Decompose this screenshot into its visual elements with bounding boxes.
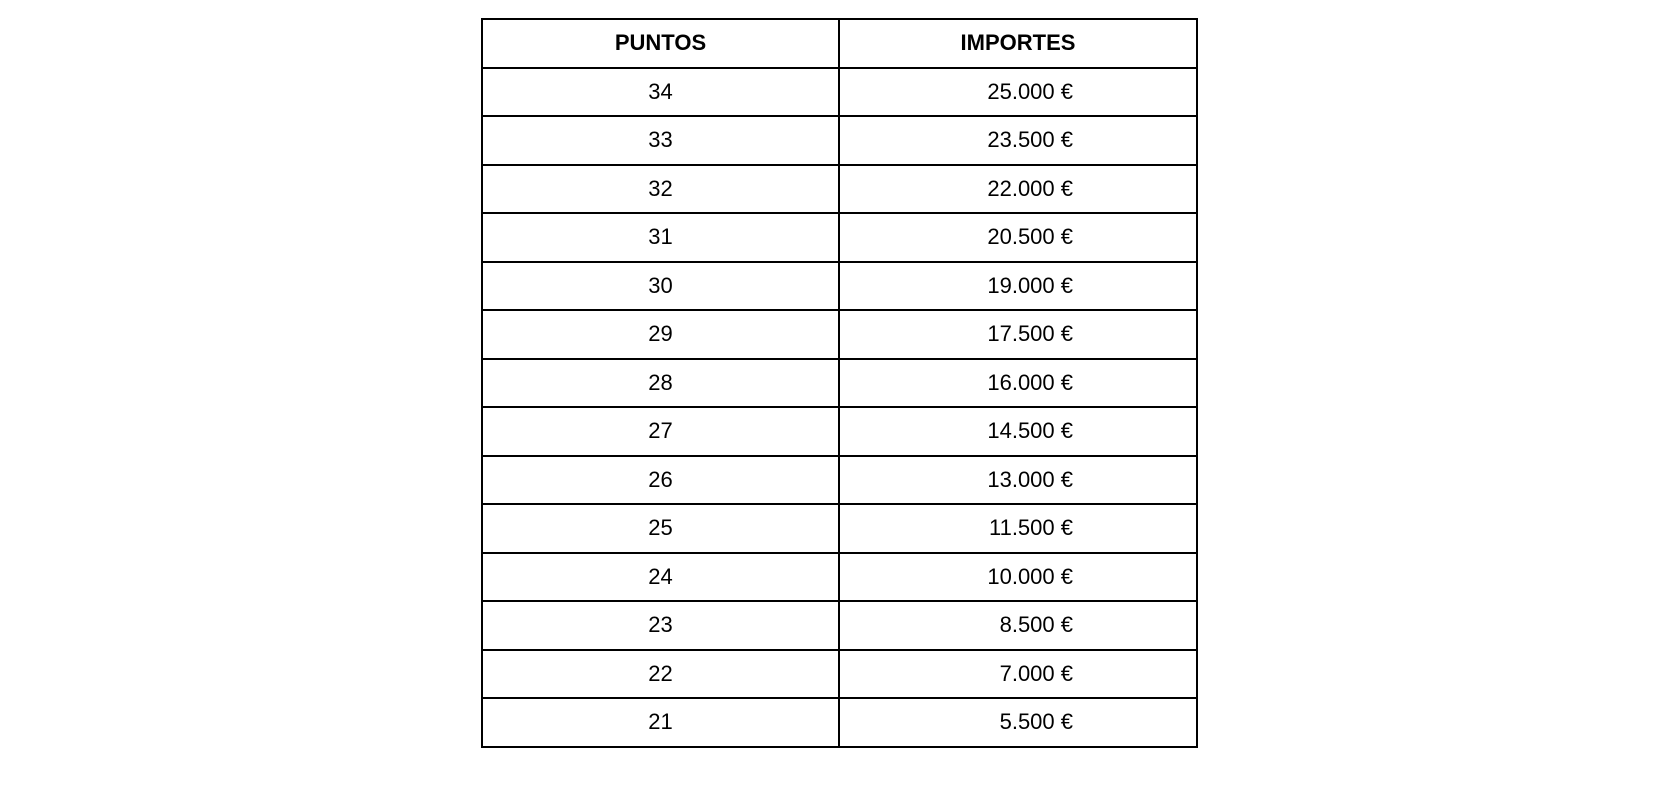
puntos-cell: 21 (482, 698, 839, 747)
importe-cell (839, 116, 1197, 165)
importe-cell (839, 601, 1197, 650)
importe-cell (839, 262, 1197, 311)
table-row (482, 650, 1197, 699)
importe-value: 25.000 € (987, 78, 1073, 104)
importe-value: 14.500 € (987, 418, 1073, 444)
importe-cell (839, 698, 1197, 747)
puntos-cell: 32 (482, 165, 839, 214)
puntos-cell: 24 (482, 553, 839, 602)
importe-value: 5.500 € (999, 709, 1073, 735)
table-row (482, 698, 1197, 747)
puntos-cell: 28 (482, 359, 839, 408)
table-header (482, 19, 1197, 68)
puntos-cell: 33 (482, 116, 839, 165)
importe-value: 13.000 € (987, 466, 1073, 492)
importe-value: 19.000 € (987, 272, 1073, 298)
importe-cell (839, 407, 1197, 456)
puntos-cell: 22 (482, 650, 839, 699)
puntos-cell: 29 (482, 310, 839, 359)
importe-cell (839, 359, 1197, 408)
importe-value: 23.500 € (987, 127, 1073, 153)
table-body (482, 68, 1197, 747)
points-amounts-table (481, 18, 1198, 748)
table-row (482, 407, 1197, 456)
importe-cell (839, 650, 1197, 699)
puntos-cell: 31 (482, 213, 839, 262)
importe-value: 17.500 € (987, 321, 1073, 347)
importe-cell (839, 553, 1197, 602)
importe-cell (839, 310, 1197, 359)
importe-cell (839, 165, 1197, 214)
table-row (482, 262, 1197, 311)
table-row (482, 553, 1197, 602)
importe-cell (839, 213, 1197, 262)
puntos-cell: 23 (482, 601, 839, 650)
importe-value: 20.500 € (987, 224, 1073, 250)
column-header-puntos: PUNTOS (482, 19, 839, 68)
puntos-cell: 30 (482, 262, 839, 311)
importe-value: 16.000 € (987, 369, 1073, 395)
table-row (482, 213, 1197, 262)
importe-cell (839, 504, 1197, 553)
table-row (482, 359, 1197, 408)
importe-value: 11.500 € (988, 515, 1073, 541)
puntos-cell: 34 (482, 68, 839, 117)
puntos-cell: 27 (482, 407, 839, 456)
importe-value: 7.000 € (999, 660, 1073, 686)
table-row (482, 456, 1197, 505)
importe-value: 22.000 € (987, 175, 1073, 201)
table-row (482, 68, 1197, 117)
puntos-cell: 26 (482, 456, 839, 505)
table-row (482, 601, 1197, 650)
table-row (482, 165, 1197, 214)
importe-cell (839, 456, 1197, 505)
importe-cell (839, 68, 1197, 117)
column-header-importes: IMPORTES (839, 19, 1197, 68)
table-row (482, 116, 1197, 165)
importe-value: 10.000 € (987, 563, 1073, 589)
header-row (482, 19, 1197, 68)
importe-value: 8.500 € (999, 612, 1073, 638)
table-row (482, 504, 1197, 553)
puntos-cell: 25 (482, 504, 839, 553)
table-row (482, 310, 1197, 359)
